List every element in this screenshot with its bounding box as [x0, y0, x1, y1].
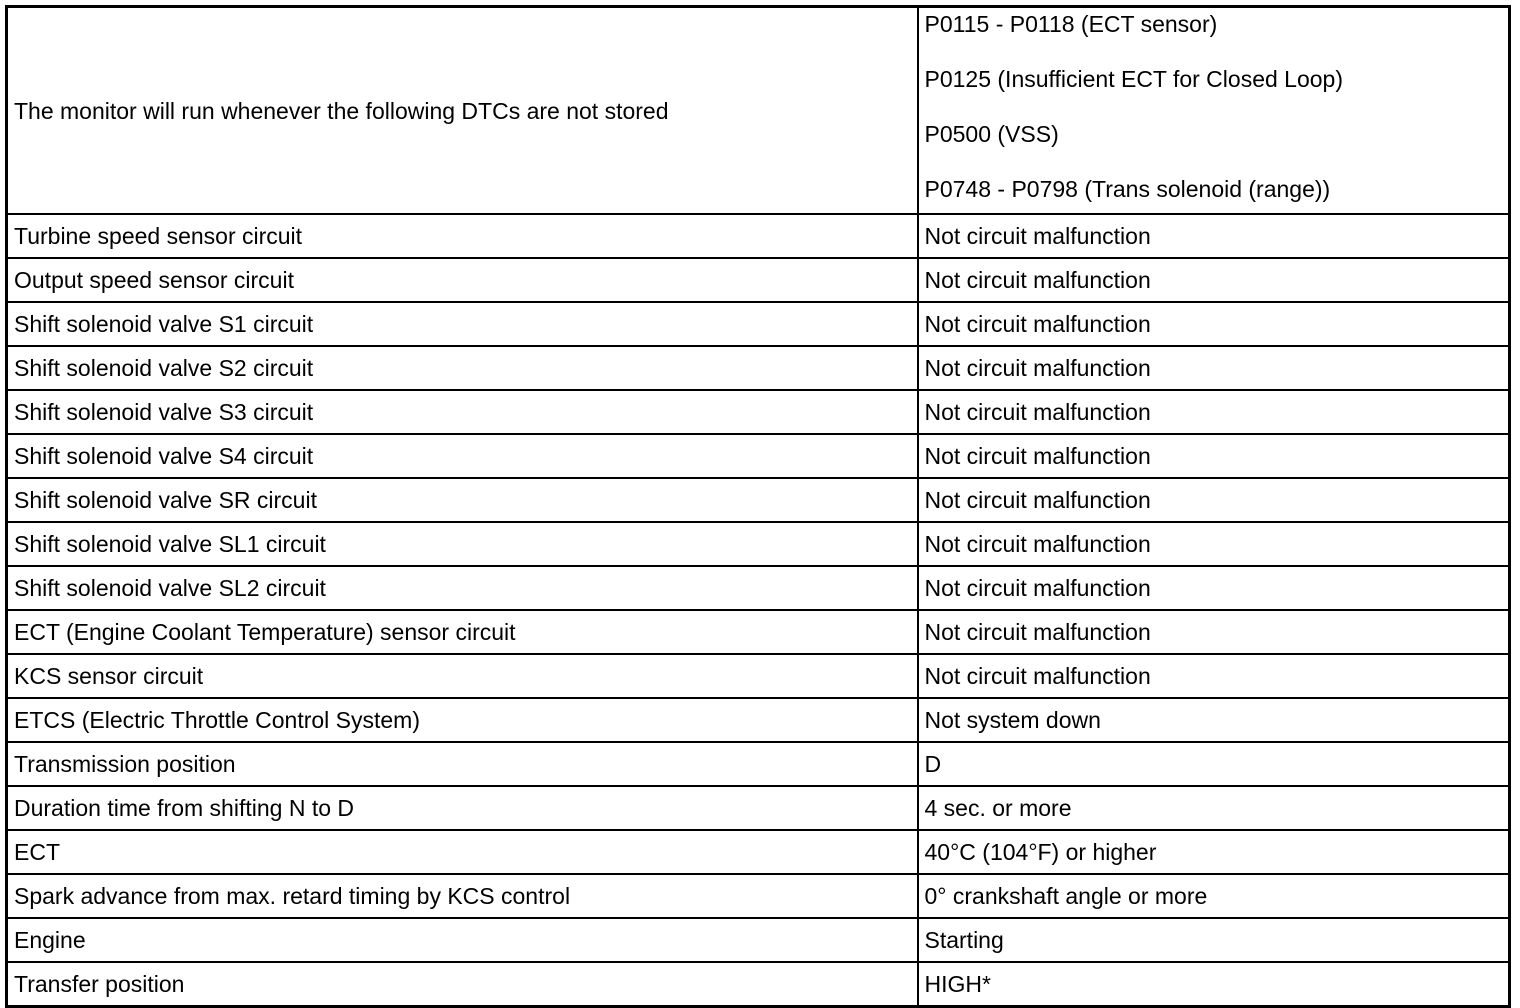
value-cell: 0° crankshaft angle or more	[918, 874, 1510, 918]
table-row	[7, 830, 1510, 874]
condition-cell: The monitor will run whenever the following DTCs are not stored	[7, 7, 918, 215]
table-body	[7, 7, 1510, 1007]
condition-cell: Duration time from shifting N to D	[7, 786, 918, 830]
table-row	[7, 654, 1510, 698]
table-row	[7, 390, 1510, 434]
table-row	[7, 874, 1510, 918]
table-row	[7, 742, 1510, 786]
table-row	[7, 478, 1510, 522]
table-row	[7, 610, 1510, 654]
value-cell: Not circuit malfunction	[918, 522, 1510, 566]
value-cell: Not circuit malfunction	[918, 390, 1510, 434]
condition-cell: Transmission position	[7, 742, 918, 786]
table-row	[7, 7, 1510, 215]
value-cell: 4 sec. or more	[918, 786, 1510, 830]
table-row	[7, 214, 1510, 258]
monitor-conditions-table	[5, 5, 1511, 1008]
dtc-item: P0115 - P0118 (ECT sensor)	[924, 11, 1218, 37]
table-row	[7, 918, 1510, 962]
condition-cell: ETCS (Electric Throttle Control System)	[7, 698, 918, 742]
value-cell: Not circuit malfunction	[918, 214, 1510, 258]
value-cell: Not circuit malfunction	[918, 610, 1510, 654]
dtc-item: P0748 - P0798 (Trans solenoid (range))	[924, 176, 1331, 202]
condition-cell: Turbine speed sensor circuit	[7, 214, 918, 258]
table-row	[7, 698, 1510, 742]
condition-cell: Shift solenoid valve SR circuit	[7, 478, 918, 522]
dtc-list-cell	[918, 7, 1510, 215]
value-cell: Not circuit malfunction	[918, 566, 1510, 610]
value-cell: Not circuit malfunction	[918, 258, 1510, 302]
value-cell: Not circuit malfunction	[918, 478, 1510, 522]
table-row	[7, 566, 1510, 610]
value-cell: Not circuit malfunction	[918, 434, 1510, 478]
value-cell: 40°C (104°F) or higher	[918, 830, 1510, 874]
dtc-item: P0500 (VSS)	[924, 121, 1059, 147]
condition-cell: Spark advance from max. retard timing by KCS control	[7, 874, 918, 918]
table-row	[7, 258, 1510, 302]
table-row	[7, 786, 1510, 830]
condition-cell: Shift solenoid valve S4 circuit	[7, 434, 918, 478]
condition-cell: ECT	[7, 830, 918, 874]
value-cell: Not circuit malfunction	[918, 654, 1510, 698]
table-row	[7, 522, 1510, 566]
value-cell: Not circuit malfunction	[918, 302, 1510, 346]
condition-cell: Shift solenoid valve S1 circuit	[7, 302, 918, 346]
condition-cell: Output speed sensor circuit	[7, 258, 918, 302]
table-row	[7, 434, 1510, 478]
condition-cell: Shift solenoid valve SL2 circuit	[7, 566, 918, 610]
value-cell: HIGH*	[918, 962, 1510, 1007]
condition-cell: Transfer position	[7, 962, 918, 1007]
condition-cell: Shift solenoid valve S2 circuit	[7, 346, 918, 390]
condition-cell: Shift solenoid valve S3 circuit	[7, 390, 918, 434]
table-row	[7, 346, 1510, 390]
value-cell: D	[918, 742, 1510, 786]
condition-cell: Shift solenoid valve SL1 circuit	[7, 522, 918, 566]
dtc-item: P0125 (Insufficient ECT for Closed Loop)	[924, 66, 1343, 92]
condition-cell: KCS sensor circuit	[7, 654, 918, 698]
value-cell: Starting	[918, 918, 1510, 962]
value-cell: Not system down	[918, 698, 1510, 742]
condition-cell: ECT (Engine Coolant Temperature) sensor circuit	[7, 610, 918, 654]
table-row	[7, 962, 1510, 1007]
value-cell: Not circuit malfunction	[918, 346, 1510, 390]
table-row	[7, 302, 1510, 346]
condition-cell: Engine	[7, 918, 918, 962]
